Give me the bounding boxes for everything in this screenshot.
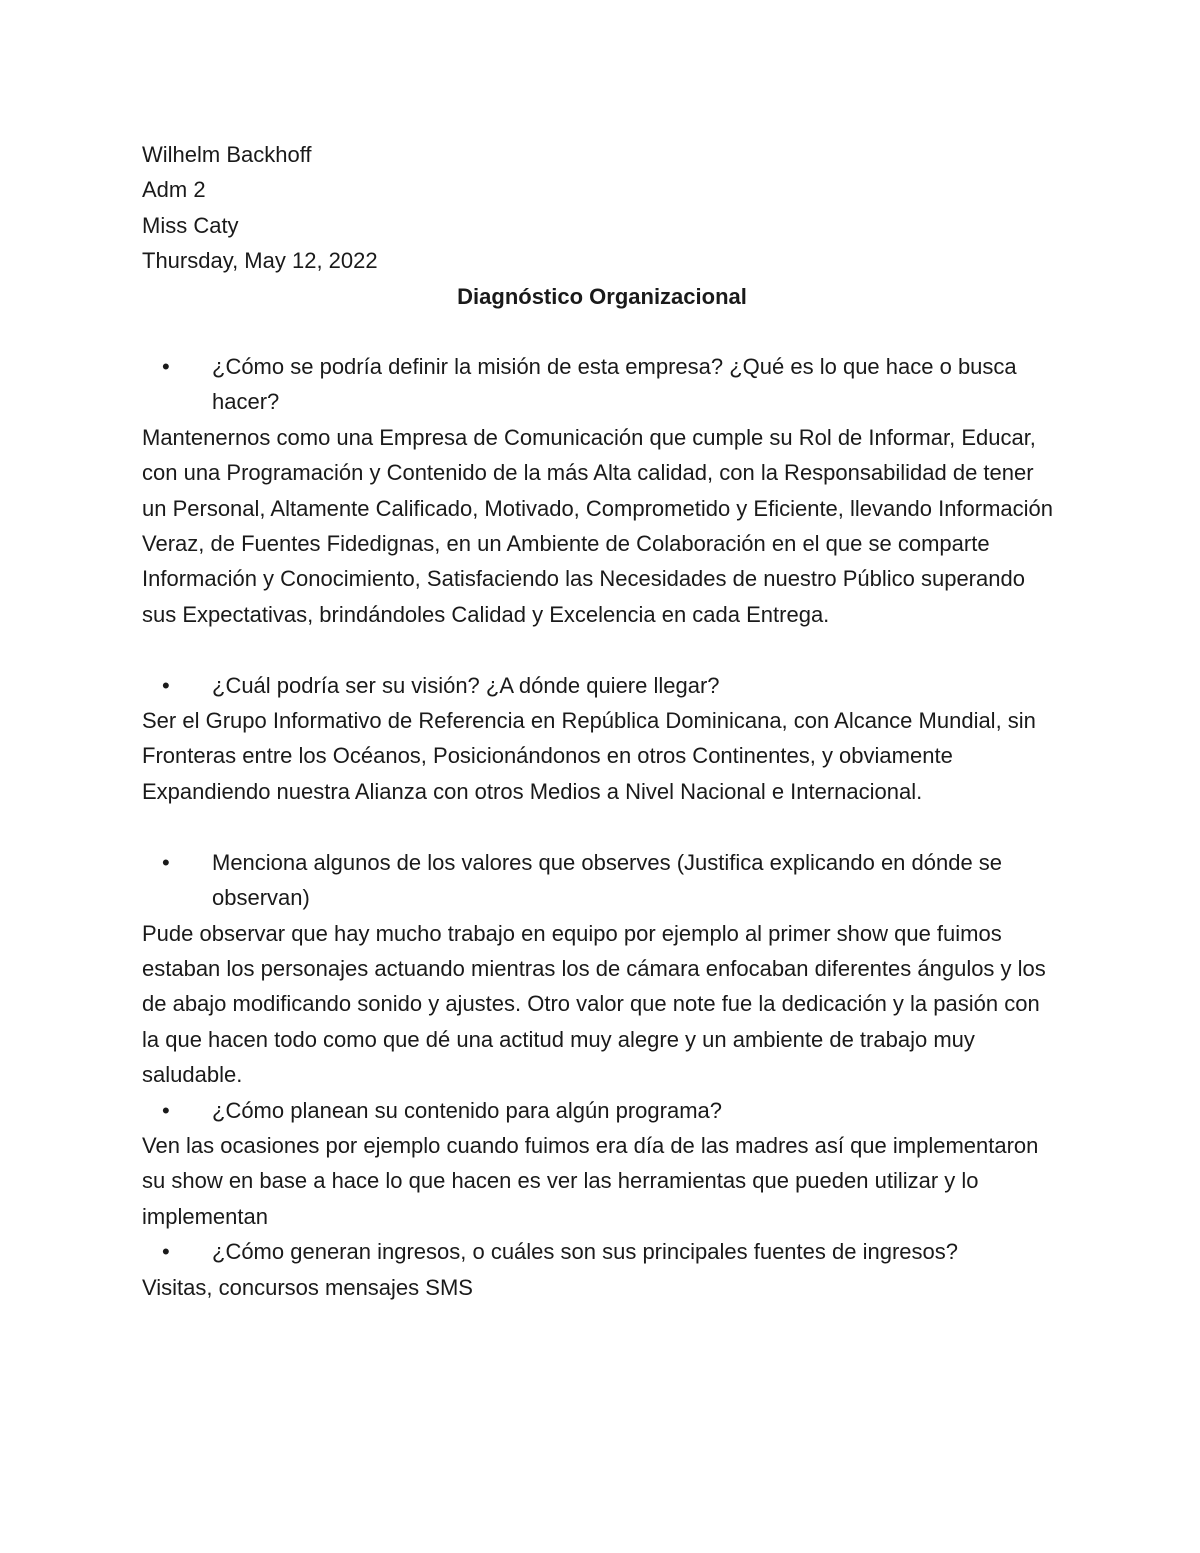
document-title: Diagnóstico Organizacional bbox=[457, 283, 747, 309]
question-text: ¿Cuál podría ser su visión? ¿A dónde quiere llegar? bbox=[212, 672, 720, 698]
answer-content-planning: Ven las ocasiones por ejemplo cuando fuimos era día de las madres así que implementaron su show en base a hace lo que hacen es ver las herramientas que pueden utilizar y lo implementan bbox=[142, 1132, 1039, 1229]
answer-values: Pude observar que hay mucho trabajo en equipo por ejemplo al primer show que fuimos estaban los personajes actuando mientras los de cámara enfocaban diferentes ángulos y los de abajo modificando sonido y ajustes. Otro valor que note fue la dedicación y la pasión con la que hacen todo como que dé una actitud muy alegre y un ambiente de trabajo muy saludable. bbox=[142, 920, 1046, 1088]
question-vision bbox=[142, 668, 1062, 703]
question-revenue bbox=[142, 1234, 1062, 1269]
bullet-icon: • bbox=[162, 1239, 170, 1265]
document-page bbox=[142, 137, 1062, 1305]
question-values bbox=[142, 845, 1062, 916]
question-text: Menciona algunos de los valores que observes (Justifica explicando en dónde se observan) bbox=[212, 849, 1003, 911]
answer-revenue: Visitas, concursos mensajes SMS bbox=[142, 1274, 473, 1300]
course-name: Adm 2 bbox=[142, 177, 206, 203]
document-date: Thursday, May 12, 2022 bbox=[142, 248, 378, 274]
question-text: ¿Cómo planean su contenido para algún programa? bbox=[212, 1097, 722, 1123]
bullet-icon: • bbox=[162, 672, 170, 698]
question-content-planning bbox=[142, 1093, 1062, 1128]
question-text: ¿Cómo generan ingresos, o cuáles son sus principales fuentes de ingresos? bbox=[212, 1239, 958, 1265]
answer-mission: Mantenernos como una Empresa de Comunicación que cumple su Rol de Informar, Educar, con una Programación y Contenido de la más Alta calidad, con la Responsabilidad de tener un Personal, Altamente Calificado, Motivado, Comprometido y Eficiente, llevando Información Veraz, de Fuentes Fidedignas, en un Ambiente de Colaboración en el que se comparte Información y Conocimiento, Satisfaciendo las Necesidades de nuestro Público superando sus Expectativas, brindándoles Calidad y Excelencia en cada Entrega. bbox=[142, 424, 1054, 627]
answer-vision: Ser el Grupo Informativo de Referencia en República Dominicana, con Alcance Mundial, sin Fronteras entre los Océanos, Posicionándonos en otros Continentes, y obviamente Expandiendo nuestra Alianza con otros Medios a Nivel Nacional e Internacional. bbox=[142, 708, 1036, 804]
teacher-name: Miss Caty bbox=[142, 212, 239, 238]
bullet-icon: • bbox=[162, 354, 170, 380]
bullet-icon: • bbox=[162, 849, 170, 875]
author-name: Wilhelm Backhoff bbox=[142, 142, 312, 167]
bullet-icon: • bbox=[162, 1097, 170, 1123]
question-mission bbox=[142, 349, 1062, 420]
question-text: ¿Cómo se podría definir la misión de esta empresa? ¿Qué es lo que hace o busca hacer? bbox=[212, 354, 1017, 415]
